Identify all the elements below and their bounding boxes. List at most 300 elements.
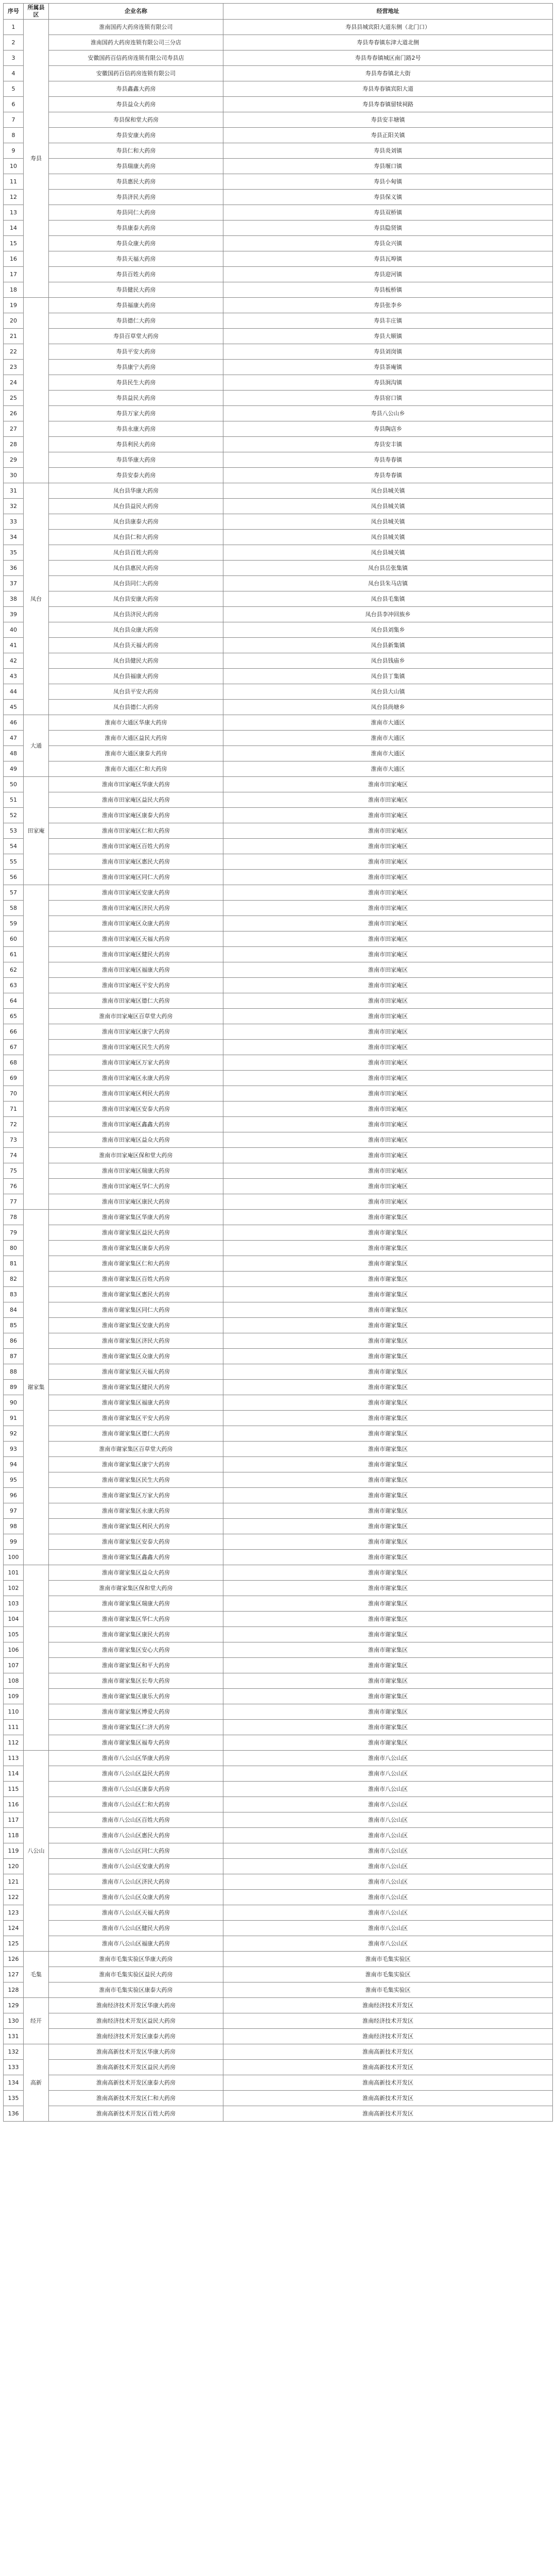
cell-address: 凤台县李冲回族乡	[223, 607, 553, 622]
cell-seq: 93	[4, 1442, 24, 1457]
cell-company-name: 淮南市田家庵区惠民大药房	[49, 854, 223, 870]
cell-seq: 40	[4, 622, 24, 638]
table-row	[4, 1302, 553, 1318]
cell-seq: 92	[4, 1426, 24, 1442]
cell-company-name: 淮南市田家庵区华仁大药房	[49, 1179, 223, 1194]
cell-address: 寿县陶店乡	[223, 421, 553, 437]
table-row	[4, 50, 553, 66]
cell-seq: 79	[4, 1225, 24, 1241]
table-row	[4, 854, 553, 870]
cell-address: 淮南市谢家集区	[223, 1581, 553, 1596]
table-row	[4, 452, 553, 468]
table-row	[4, 1998, 553, 2013]
cell-company-name: 淮南市八公山区济民大药房	[49, 1874, 223, 1890]
cell-address: 淮南市田家庵区	[223, 1194, 553, 1210]
table-row	[4, 1720, 553, 1735]
table-row	[4, 1488, 553, 1503]
table-row	[4, 514, 553, 530]
cell-seq: 74	[4, 1148, 24, 1163]
cell-address: 寿县寿春镇	[223, 468, 553, 483]
cell-address: 淮南市田家庵区	[223, 901, 553, 916]
cell-company-name: 淮南市田家庵区百草堂大药房	[49, 1009, 223, 1024]
cell-district: 经开	[24, 1998, 49, 2044]
table-row	[4, 669, 553, 684]
cell-company-name: 淮南市田家庵区济民大药房	[49, 901, 223, 916]
table-row	[4, 1905, 553, 1921]
cell-address: 淮南市大通区	[223, 746, 553, 761]
table-row	[4, 576, 553, 591]
cell-company-name: 淮南市谢家集区济民大药房	[49, 1333, 223, 1349]
table-row	[4, 1024, 553, 1040]
table-row	[4, 607, 553, 622]
cell-district: 毛集	[24, 1952, 49, 1998]
table-row	[4, 97, 553, 112]
cell-address: 淮南市田家庵区	[223, 1179, 553, 1194]
cell-company-name: 淮南市田家庵区同仁大药房	[49, 870, 223, 885]
cell-address: 淮南市八公山区	[223, 1782, 553, 1797]
cell-seq: 23	[4, 360, 24, 375]
cell-company-name: 淮南市谢家集区安心大药房	[49, 1642, 223, 1658]
table-row	[4, 437, 553, 452]
cell-seq: 89	[4, 1380, 24, 1395]
table-row	[4, 761, 553, 777]
table-row	[4, 684, 553, 700]
cell-seq: 128	[4, 1982, 24, 1998]
cell-company-name: 淮南市谢家集区百草堂大药房	[49, 1442, 223, 1457]
cell-district: 八公山	[24, 1751, 49, 1952]
cell-address: 淮南市谢家集区	[223, 1596, 553, 1612]
cell-company-name: 淮南市八公山区众康大药房	[49, 1890, 223, 1905]
cell-seq: 57	[4, 885, 24, 901]
cell-address: 淮南市谢家集区	[223, 1519, 553, 1534]
cell-address: 凤台县钱庙乡	[223, 653, 553, 669]
cell-company-name: 淮南国药大药房连锁有限公司三分店	[49, 35, 223, 50]
cell-seq: 117	[4, 1812, 24, 1828]
table-row	[4, 1457, 553, 1472]
cell-seq: 76	[4, 1179, 24, 1194]
cell-company-name: 寿县健民大药房	[49, 282, 223, 298]
table-row	[4, 1148, 553, 1163]
cell-address: 寿县众兴镇	[223, 236, 553, 251]
cell-company-name: 淮南市田家庵区福康大药房	[49, 962, 223, 978]
cell-seq: 61	[4, 947, 24, 962]
table-row	[4, 1921, 553, 1936]
cell-company-name: 淮南市田家庵区康宁大药房	[49, 1024, 223, 1040]
cell-seq: 90	[4, 1395, 24, 1411]
table-row	[4, 66, 553, 81]
cell-seq: 31	[4, 483, 24, 499]
cell-company-name: 寿县济民大药房	[49, 190, 223, 205]
cell-seq: 58	[4, 901, 24, 916]
cell-seq: 3	[4, 50, 24, 66]
cell-address: 淮南市毛集实验区	[223, 1967, 553, 1982]
cell-address: 淮南市谢家集区	[223, 1565, 553, 1581]
cell-company-name: 淮南市田家庵区德仁大药房	[49, 993, 223, 1009]
cell-address: 淮南市田家庵区	[223, 1148, 553, 1163]
cell-seq: 83	[4, 1287, 24, 1302]
cell-seq: 97	[4, 1503, 24, 1519]
cell-seq: 5	[4, 81, 24, 97]
cell-seq: 62	[4, 962, 24, 978]
cell-seq: 100	[4, 1550, 24, 1565]
cell-seq: 95	[4, 1472, 24, 1488]
cell-seq: 25	[4, 391, 24, 406]
cell-address: 淮南市谢家集区	[223, 1735, 553, 1751]
cell-company-name: 淮南市谢家集区康泰大药房	[49, 1241, 223, 1256]
cell-address: 淮南高新技术开发区	[223, 2075, 553, 2091]
cell-seq: 13	[4, 205, 24, 221]
cell-address: 凤台县毛集镇	[223, 591, 553, 607]
cell-district	[24, 885, 49, 1210]
table-row	[4, 1642, 553, 1658]
cell-address: 寿县寿春镇城区南门路2号	[223, 50, 553, 66]
cell-address: 淮南市田家庵区	[223, 823, 553, 839]
cell-company-name: 淮南市谢家集区众康大药房	[49, 1349, 223, 1364]
cell-seq: 130	[4, 2013, 24, 2029]
cell-seq: 48	[4, 746, 24, 761]
cell-company-name: 寿县益众大药房	[49, 97, 223, 112]
cell-address: 淮南市谢家集区	[223, 1411, 553, 1426]
cell-address: 寿县寿春镇北大街	[223, 66, 553, 81]
cell-address: 凤台县刘集乡	[223, 622, 553, 638]
cell-address: 淮南市谢家集区	[223, 1534, 553, 1550]
cell-seq: 86	[4, 1333, 24, 1349]
cell-seq: 107	[4, 1658, 24, 1673]
cell-seq: 125	[4, 1936, 24, 1952]
cell-company-name: 凤台县益民大药房	[49, 499, 223, 514]
header-seq: 序号	[4, 4, 24, 20]
cell-seq: 15	[4, 236, 24, 251]
cell-seq: 126	[4, 1952, 24, 1967]
table-row	[4, 1565, 553, 1581]
cell-seq: 123	[4, 1905, 24, 1921]
table-body	[4, 20, 553, 2122]
table-row	[4, 329, 553, 344]
table-row	[4, 839, 553, 854]
cell-address: 淮南市田家庵区	[223, 777, 553, 792]
cell-district	[24, 298, 49, 483]
cell-company-name: 寿县民生大药房	[49, 375, 223, 391]
table-row	[4, 1581, 553, 1596]
cell-company-name: 淮南市田家庵区天福大药房	[49, 931, 223, 947]
cell-seq: 27	[4, 421, 24, 437]
cell-address: 淮南市谢家集区	[223, 1472, 553, 1488]
cell-address: 淮南市田家庵区	[223, 1040, 553, 1055]
cell-address: 淮南市谢家集区	[223, 1302, 553, 1318]
cell-company-name: 寿县康泰大药房	[49, 221, 223, 236]
cell-address: 淮南市谢家集区	[223, 1550, 553, 1565]
pharmacy-table	[3, 3, 553, 2122]
table-row	[4, 2044, 553, 2060]
header-district: 所属县区	[24, 4, 49, 20]
cell-seq: 119	[4, 1843, 24, 1859]
cell-district: 凤台	[24, 483, 49, 715]
cell-company-name: 淮南市八公山区仁和大药房	[49, 1797, 223, 1812]
table-row	[4, 1132, 553, 1148]
table-row	[4, 236, 553, 251]
table-row	[4, 1735, 553, 1751]
cell-address: 淮南市谢家集区	[223, 1488, 553, 1503]
cell-company-name: 淮南市田家庵区益众大药房	[49, 1132, 223, 1148]
cell-address: 寿县隐贤镇	[223, 221, 553, 236]
table-row	[4, 375, 553, 391]
cell-address: 淮南市田家庵区	[223, 947, 553, 962]
cell-address: 淮南市田家庵区	[223, 916, 553, 931]
cell-company-name: 淮南市毛集实验区康泰大药房	[49, 1982, 223, 1998]
table-row	[4, 20, 553, 35]
cell-address: 淮南市大通区	[223, 731, 553, 746]
table-row	[4, 1086, 553, 1101]
table-row	[4, 1101, 553, 1117]
cell-seq: 131	[4, 2029, 24, 2044]
cell-seq: 112	[4, 1735, 24, 1751]
cell-seq: 118	[4, 1828, 24, 1843]
cell-address: 淮南经济技术开发区	[223, 2029, 553, 2044]
cell-seq: 110	[4, 1704, 24, 1720]
cell-seq: 52	[4, 808, 24, 823]
cell-company-name: 凤台县平安大药房	[49, 684, 223, 700]
cell-company-name: 淮南市谢家集区安泰大药房	[49, 1534, 223, 1550]
cell-company-name: 凤台县健民大药房	[49, 653, 223, 669]
table-row	[4, 1426, 553, 1442]
cell-address: 寿县板桥镇	[223, 282, 553, 298]
cell-address: 淮南市谢家集区	[223, 1287, 553, 1302]
cell-company-name: 淮南市八公山区健民大药房	[49, 1921, 223, 1936]
cell-company-name: 安徽国药百信药房连锁有限公司	[49, 66, 223, 81]
cell-company-name: 凤台县众康大药房	[49, 622, 223, 638]
cell-address: 淮南市大通区	[223, 761, 553, 777]
cell-company-name: 淮南市谢家集区民生大药房	[49, 1472, 223, 1488]
cell-company-name: 寿县百草堂大药房	[49, 329, 223, 344]
cell-address: 淮南市谢家集区	[223, 1225, 553, 1241]
table-row	[4, 1828, 553, 1843]
cell-seq: 96	[4, 1488, 24, 1503]
cell-seq: 135	[4, 2091, 24, 2106]
cell-seq: 136	[4, 2106, 24, 2122]
cell-company-name: 淮南市田家庵区永康大药房	[49, 1071, 223, 1086]
table-row	[4, 35, 553, 50]
table-row	[4, 2106, 553, 2122]
cell-address: 淮南市田家庵区	[223, 1024, 553, 1040]
cell-address: 寿县安丰镇	[223, 437, 553, 452]
cell-company-name: 淮南市谢家集区保和堂大药房	[49, 1581, 223, 1596]
cell-company-name: 淮南市谢家集区福康大药房	[49, 1395, 223, 1411]
cell-address: 淮南市八公山区	[223, 1905, 553, 1921]
cell-seq: 129	[4, 1998, 24, 2013]
table-row	[4, 360, 553, 375]
cell-address: 淮南市谢家集区	[223, 1395, 553, 1411]
table-row	[4, 1256, 553, 1272]
cell-company-name: 淮南市田家庵区平安大药房	[49, 978, 223, 993]
table-row	[4, 1952, 553, 1967]
cell-address: 淮南市田家庵区	[223, 962, 553, 978]
cell-address: 淮南市谢家集区	[223, 1364, 553, 1380]
cell-seq: 94	[4, 1457, 24, 1472]
cell-address: 淮南市田家庵区	[223, 1117, 553, 1132]
cell-address: 淮南高新技术开发区	[223, 2106, 553, 2122]
cell-seq: 41	[4, 638, 24, 653]
table-row	[4, 1442, 553, 1457]
cell-address: 寿县瓦埠镇	[223, 251, 553, 267]
cell-address: 淮南市田家庵区	[223, 1009, 553, 1024]
cell-seq: 106	[4, 1642, 24, 1658]
cell-company-name: 寿县天福大药房	[49, 251, 223, 267]
cell-seq: 78	[4, 1210, 24, 1225]
cell-company-name: 凤台县华康大药房	[49, 483, 223, 499]
cell-company-name: 淮南市田家庵区康民大药房	[49, 1194, 223, 1210]
table-row	[4, 499, 553, 514]
cell-company-name: 淮南市谢家集区永康大药房	[49, 1503, 223, 1519]
cell-address: 淮南市谢家集区	[223, 1612, 553, 1627]
cell-company-name: 凤台县仁和大药房	[49, 530, 223, 545]
table-row	[4, 406, 553, 421]
cell-address: 淮南市谢家集区	[223, 1673, 553, 1689]
cell-seq: 66	[4, 1024, 24, 1040]
cell-address: 凤台县丁集镇	[223, 669, 553, 684]
cell-address: 寿县小甸镇	[223, 174, 553, 190]
cell-seq: 29	[4, 452, 24, 468]
cell-company-name: 淮南市谢家集区益民大药房	[49, 1225, 223, 1241]
cell-company-name: 寿县安泰大药房	[49, 468, 223, 483]
cell-seq: 28	[4, 437, 24, 452]
cell-company-name: 淮南市谢家集区安康大药房	[49, 1318, 223, 1333]
table-row	[4, 1380, 553, 1395]
table-row	[4, 1055, 553, 1071]
cell-company-name: 淮南市谢家集区康宁大药房	[49, 1457, 223, 1472]
table-row	[4, 1179, 553, 1194]
cell-company-name: 凤台县惠民大药房	[49, 561, 223, 576]
cell-seq: 132	[4, 2044, 24, 2060]
cell-company-name: 凤台县济民大药房	[49, 607, 223, 622]
cell-address: 寿县大顺镇	[223, 329, 553, 344]
cell-seq: 51	[4, 792, 24, 808]
table-row	[4, 421, 553, 437]
cell-district: 田家庵	[24, 777, 49, 885]
table-row	[4, 947, 553, 962]
table-row	[4, 1797, 553, 1812]
table-row	[4, 1395, 553, 1411]
table-row	[4, 143, 553, 159]
cell-company-name: 淮南市田家庵区仁和大药房	[49, 823, 223, 839]
cell-seq: 22	[4, 344, 24, 360]
cell-address: 寿县正阳关镇	[223, 128, 553, 143]
cell-company-name: 淮南市田家庵区民生大药房	[49, 1040, 223, 1055]
table-row	[4, 885, 553, 901]
cell-address: 淮南市大通区	[223, 715, 553, 731]
cell-address: 淮南市田家庵区	[223, 870, 553, 885]
cell-address: 凤台县新集镇	[223, 638, 553, 653]
cell-seq: 127	[4, 1967, 24, 1982]
cell-seq: 45	[4, 700, 24, 715]
table-row	[4, 653, 553, 669]
header-company-name: 企业名称	[49, 4, 223, 20]
cell-seq: 133	[4, 2060, 24, 2075]
table-row	[4, 1411, 553, 1426]
cell-seq: 34	[4, 530, 24, 545]
cell-company-name: 淮南市田家庵区安泰大药房	[49, 1101, 223, 1117]
cell-address: 凤台县城关镇	[223, 483, 553, 499]
table-row	[4, 808, 553, 823]
cell-seq: 73	[4, 1132, 24, 1148]
table-row	[4, 1550, 553, 1565]
cell-company-name: 凤台县德仁大药房	[49, 700, 223, 715]
cell-company-name: 寿县益民大药房	[49, 391, 223, 406]
cell-seq: 105	[4, 1627, 24, 1642]
cell-company-name: 寿县同仁大药房	[49, 205, 223, 221]
cell-seq: 10	[4, 159, 24, 174]
cell-seq: 109	[4, 1689, 24, 1704]
table-row	[4, 112, 553, 128]
cell-address: 淮南市谢家集区	[223, 1457, 553, 1472]
cell-seq: 38	[4, 591, 24, 607]
cell-company-name: 寿县德仁大药房	[49, 313, 223, 329]
cell-address: 淮南市谢家集区	[223, 1256, 553, 1272]
table-row	[4, 1782, 553, 1797]
table-row	[4, 1843, 553, 1859]
cell-seq: 134	[4, 2075, 24, 2091]
table-row	[4, 190, 553, 205]
cell-seq: 121	[4, 1874, 24, 1890]
table-row	[4, 638, 553, 653]
cell-company-name: 淮南市八公山区百姓大药房	[49, 1812, 223, 1828]
cell-seq: 115	[4, 1782, 24, 1797]
cell-seq: 12	[4, 190, 24, 205]
cell-address: 淮南市八公山区	[223, 1843, 553, 1859]
cell-seq: 65	[4, 1009, 24, 1024]
cell-address: 寿县县城宾阳大道东侧（北门口）	[223, 20, 553, 35]
cell-address: 寿县双桥镇	[223, 205, 553, 221]
cell-address: 寿县八公山乡	[223, 406, 553, 421]
cell-company-name: 淮南市谢家集区利民大药房	[49, 1519, 223, 1534]
cell-company-name: 淮南国药大药房连锁有限公司	[49, 20, 223, 35]
cell-address: 淮南市谢家集区	[223, 1689, 553, 1704]
cell-district: 寿县	[24, 20, 49, 298]
cell-address: 淮南市毛集实验区	[223, 1982, 553, 1998]
cell-seq: 56	[4, 870, 24, 885]
table-row	[4, 1982, 553, 1998]
cell-company-name: 淮南市八公山区同仁大药房	[49, 1843, 223, 1859]
cell-company-name: 淮南高新技术开发区百姓大药房	[49, 2106, 223, 2122]
cell-seq: 84	[4, 1302, 24, 1318]
table-row	[4, 1333, 553, 1349]
cell-address: 寿县涧沟镇	[223, 375, 553, 391]
cell-seq: 17	[4, 267, 24, 282]
cell-company-name: 淮南市谢家集区华仁大药房	[49, 1612, 223, 1627]
table-row	[4, 468, 553, 483]
cell-address: 淮南市八公山区	[223, 1890, 553, 1905]
cell-seq: 114	[4, 1766, 24, 1782]
cell-seq: 9	[4, 143, 24, 159]
table-row	[4, 251, 553, 267]
cell-seq: 37	[4, 576, 24, 591]
table-row	[4, 1318, 553, 1333]
cell-address: 淮南市毛集实验区	[223, 1952, 553, 1967]
table-row	[4, 344, 553, 360]
table-row	[4, 978, 553, 993]
table-row	[4, 1009, 553, 1024]
table-row	[4, 1812, 553, 1828]
cell-company-name: 淮南市谢家集区博爱大药房	[49, 1704, 223, 1720]
table-row	[4, 1936, 553, 1952]
cell-company-name: 淮南市田家庵区华康大药房	[49, 777, 223, 792]
cell-seq: 68	[4, 1055, 24, 1071]
cell-address: 淮南市谢家集区	[223, 1349, 553, 1364]
cell-address: 淮南高新技术开发区	[223, 2091, 553, 2106]
cell-address: 淮南市八公山区	[223, 1751, 553, 1766]
cell-seq: 104	[4, 1612, 24, 1627]
cell-address: 淮南市八公山区	[223, 1812, 553, 1828]
cell-seq: 43	[4, 669, 24, 684]
